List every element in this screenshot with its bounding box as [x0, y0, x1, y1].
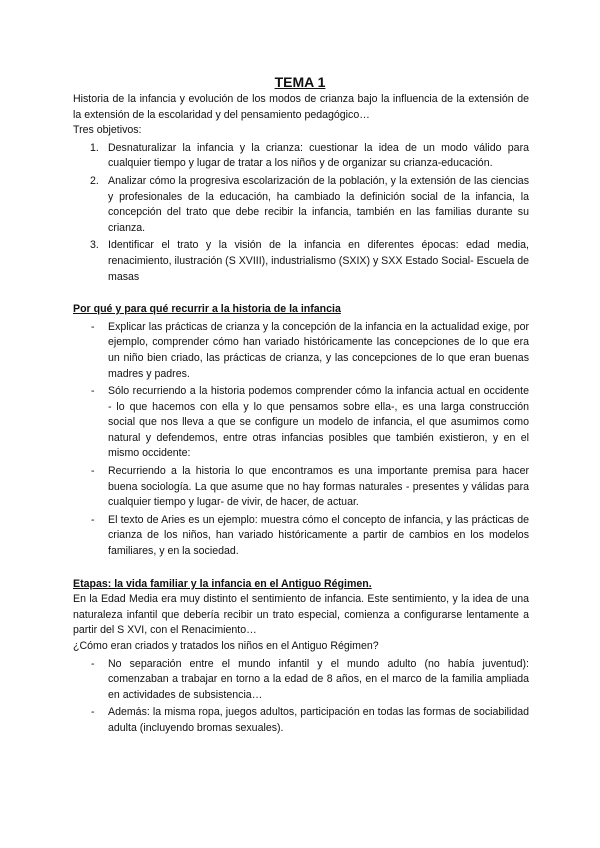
list-marker: -: [91, 385, 95, 398]
list-item-text: El texto de Aries es un ejemplo: muestra cómo el concepto de infancia, y las prácticas de crianza de los niños, han variado históricamente a partir de cambios en los modelos familiares, y en la sociedad.: [108, 513, 529, 558]
section1-list: [73, 320, 529, 560]
list-item: [73, 174, 529, 236]
list-marker: -: [91, 706, 95, 719]
list-item-text: Identificar el trato y la visión de la infancia en diferentes épocas: edad media, renacimiento, ilustración (S XVIII), industrialismo (SXIX) y SXX Estado Social- Escuela de masas: [108, 239, 529, 283]
objectives-list: [73, 141, 529, 285]
list-item-text: Además: la misma ropa, juegos adultos, participación en todas las formas de sociabilidad adulta (incluyendo bromas sexuales).: [108, 706, 529, 734]
list-marker: -: [91, 320, 95, 333]
list-marker: 1.: [90, 141, 99, 154]
list-item-text: Analizar cómo la progresiva escolarización de la población, y la extensión de las ciencias y profesionales de la educación, ha cambiado la definición social de la infancia, la concepción del trato que debe recibir la infancia, también en las familias durante su crianza.: [108, 174, 529, 234]
section-heading: Etapas: la vida familiar y la infancia en el Antiguo Régimen.: [73, 577, 372, 590]
list-item-text: Sólo recurriendo a la historia podemos comprender cómo la infancia actual en occidente - lo que hacemos con ella y lo que pensamos sobre ella-, es una larga construcción social que nos lleva a que se configure un modelo de infancia, el que asumimos como natural y defendemos, entre otras infancias posibles que también existieron, y en el mismo occidente:: [108, 385, 529, 460]
list-marker: -: [91, 465, 95, 478]
section2-paragraph: En la Edad Media era muy distinto el sentimiento de infancia. Este sentimiento, y la idea de una naturaleza infantil que debería recibir un trato especial, comienza a configurarse lentamente a partir del S XVI, con el Renacimiento…: [73, 593, 529, 637]
list-marker: 3.: [90, 239, 99, 252]
list-item: [73, 705, 529, 736]
objectives-label: Tres objetivos:: [73, 124, 142, 137]
list-item: [73, 657, 529, 704]
section-heading: Por qué y para qué recurrir a la historia de la infancia: [73, 303, 341, 316]
list-item: [73, 320, 529, 382]
list-item-text: Desnaturalizar la infancia y la crianza: cuestionar la idea de un modo válido para cualquier tiempo y lugar de tratar a los niños y de organizar su crianza-educación.: [108, 141, 529, 170]
list-item: [73, 141, 529, 172]
list-marker: 2.: [90, 174, 99, 187]
list-marker: -: [91, 657, 95, 670]
list-item: [73, 513, 529, 560]
list-item-text: No separación entre el mundo infantil y el mundo adulto (no había juventud): comenzaban a trabajar en torno a la edad de 8 años, en el marco de la familia ampliada en actividades de subsistencia…: [108, 657, 529, 701]
list-item-text: Recurriendo a la historia lo que encontramos es una importante premisa para hacer buena sociología. La que asume que no hay formas naturales - presentes y válidas para cualquier tiempo y lugar- de vivir, de hacer, de actuar.: [108, 465, 529, 509]
list-item-text: Explicar las prácticas de crianza y la concepción de la infancia en la actualidad exige, por ejemplo, comprender cómo han variado históricamente las concepciones de lo que era un niño bien criado, las prácticas de crianza, y las concepciones de lo que eran buenas madres y padres.: [108, 320, 529, 380]
document-body: [73, 92, 529, 737]
list-marker: -: [91, 513, 95, 526]
intro-paragraph: Historia de la infancia y evolución de los modos de crianza bajo la influencia de la extensión de la extensión de la escolaridad y del pensamiento pedagógico…: [73, 93, 529, 121]
list-item: [73, 238, 529, 285]
list-item: [73, 384, 529, 462]
section2-question: ¿Cómo eran criados y tratados los niños en el Antiguo Régimen?: [73, 640, 379, 652]
section2-list: [73, 657, 529, 737]
list-item: [73, 464, 529, 511]
page-title: TEMA 1: [274, 74, 326, 90]
